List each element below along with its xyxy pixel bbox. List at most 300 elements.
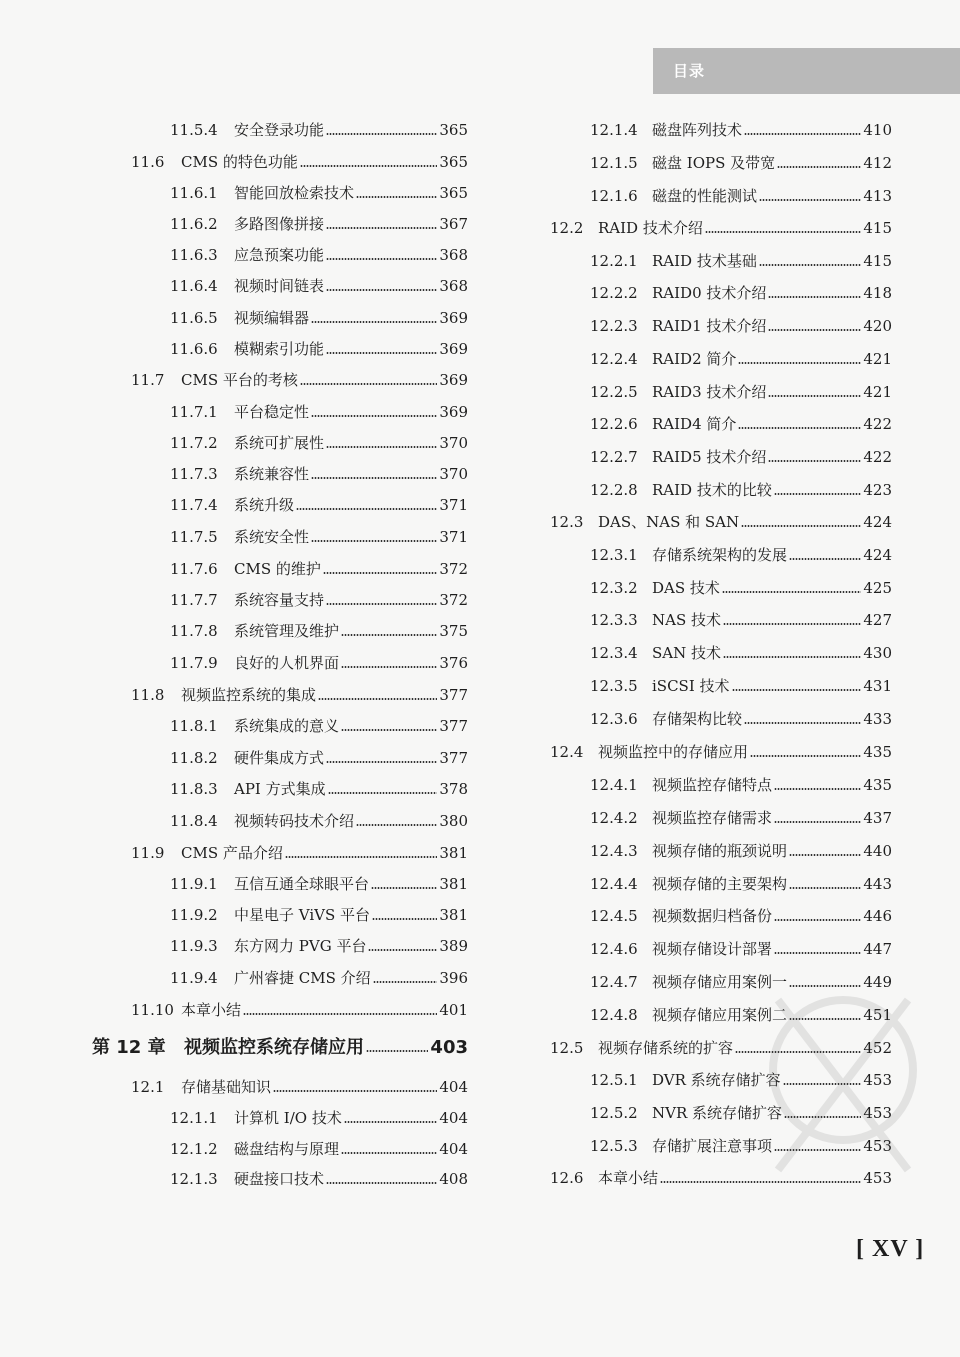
- dot-leader: [326, 258, 437, 260]
- toc-entry-page: 372: [439, 591, 468, 609]
- toc-entry-number: 12.4.3: [590, 842, 638, 860]
- toc-entry[interactable]: [170, 398, 468, 422]
- toc-entry-title: NVR 系统存储扩容: [652, 1104, 783, 1122]
- toc-entry[interactable]: [590, 606, 892, 630]
- toc-entry-page: 421: [863, 383, 892, 401]
- toc-entry-number: 12.3.5: [590, 677, 638, 695]
- toc-entry-page: 367: [439, 215, 468, 233]
- toc-entry-number: 12.4: [550, 743, 584, 761]
- toc-entry-number: 11.9.2: [170, 906, 218, 924]
- toc-entry[interactable]: [590, 705, 892, 729]
- toc-entry[interactable]: [170, 272, 468, 296]
- dot-leader: [285, 856, 437, 858]
- dot-leader: [323, 572, 437, 574]
- toc-entry-page: 369: [439, 371, 468, 389]
- toc-entry-number: 12.5.2: [590, 1104, 638, 1122]
- toc-entry-title: 视频存储系统的扩容: [598, 1039, 734, 1057]
- toc-entry[interactable]: [131, 681, 468, 705]
- toc-entry-title: DVR 系统存储扩容: [652, 1071, 781, 1089]
- toc-entry-number: 12.4.5: [590, 907, 638, 925]
- dot-leader: [243, 1013, 437, 1015]
- toc-entry-title: CMS 产品介绍: [181, 844, 283, 862]
- toc-entry[interactable]: [590, 116, 892, 140]
- toc-entry-number: 11.7.6: [170, 560, 218, 578]
- toc-entry-number: 12.3.1: [590, 546, 638, 564]
- toc-entry-title: 视频存储应用案例二: [652, 1006, 788, 1024]
- toc-entry-title: 视频存储应用案例一: [652, 973, 788, 991]
- toc-entry-number: 12.5.1: [590, 1071, 638, 1089]
- toc-entry-title: 视频存储的主要架构: [652, 875, 788, 893]
- dot-leader: [356, 196, 437, 198]
- toc-entry-title: SAN 技术: [652, 644, 722, 662]
- toc-entry-page: 413: [863, 187, 892, 205]
- toc-entry-page: 368: [439, 277, 468, 295]
- toc-entry-title: CMS 的特色功能: [181, 153, 298, 171]
- toc-entry-title: RAID0 技术介绍: [652, 284, 767, 302]
- toc-entry-page: 451: [863, 1006, 892, 1024]
- toc-chapter-entry[interactable]: [92, 1034, 468, 1058]
- toc-entry-number: 11.8.3: [170, 780, 218, 798]
- toc-entry-page: 377: [439, 686, 468, 704]
- toc-entry-number: 11.6.2: [170, 215, 218, 233]
- toc-entry-title: 东方网力 PVG 平台: [234, 937, 367, 955]
- toc-entry-title: CMS 平台的考核: [181, 371, 298, 389]
- toc-entry[interactable]: [131, 148, 468, 172]
- toc-entry-number: 11.6.1: [170, 184, 218, 202]
- toc-entry-number: 12.2.3: [590, 317, 638, 335]
- toc-entry-page: 433: [863, 710, 892, 728]
- dot-leader: [372, 918, 437, 920]
- toc-entry-page: 424: [863, 546, 892, 564]
- toc-entry-title: DAS、NAS 和 SAN: [598, 513, 740, 531]
- dot-leader: [738, 427, 861, 429]
- dot-leader: [738, 362, 861, 364]
- toc-entry-number: 12.4.1: [590, 776, 638, 794]
- section-tab-label: 目录: [673, 62, 706, 80]
- toc-entry-number: 12.2.8: [590, 481, 638, 499]
- toc-entry-title: iSCSI 技术: [652, 677, 730, 695]
- toc-entry-number: 12.1.5: [590, 154, 638, 172]
- toc-entry-page: 420: [863, 317, 892, 335]
- toc-entry[interactable]: [590, 902, 892, 926]
- toc-entry[interactable]: [590, 870, 892, 894]
- toc-entry[interactable]: [590, 279, 892, 303]
- dot-leader: [660, 1181, 861, 1183]
- toc-entry-title: 广州睿捷 CMS 介绍: [234, 969, 371, 987]
- toc-entry[interactable]: [170, 775, 468, 799]
- dot-leader: [326, 227, 437, 229]
- toc-entry[interactable]: [550, 214, 892, 238]
- toc-entry-title: 磁盘结构与原理: [234, 1140, 340, 1158]
- toc-entry-page: 381: [439, 875, 468, 893]
- toc-entry-page: 365: [439, 153, 468, 171]
- toc-entry-page: 449: [863, 973, 892, 991]
- toc-entry-number: 12.3.2: [590, 579, 638, 597]
- toc-entry-title: 系统升级: [234, 496, 295, 514]
- toc-entry-number: 12.4.2: [590, 809, 638, 827]
- toc-entry[interactable]: [170, 807, 468, 831]
- toc-entry-number: 12.3: [550, 513, 584, 531]
- toc-entry[interactable]: [590, 804, 892, 828]
- toc-entry[interactable]: [590, 345, 892, 369]
- toc-entry-page: 421: [863, 350, 892, 368]
- toc-entry-page: 453: [863, 1104, 892, 1122]
- toc-entry[interactable]: [590, 541, 892, 565]
- dot-leader: [326, 352, 437, 354]
- toc-entry-page: 435: [863, 776, 892, 794]
- toc-entry-page: 369: [439, 340, 468, 358]
- toc-entry-page: 377: [439, 717, 468, 735]
- toc-entry[interactable]: [170, 1165, 468, 1189]
- dot-leader: [774, 493, 862, 495]
- toc-entry[interactable]: [550, 1034, 892, 1058]
- toc-entry-title: 视频编辑器: [234, 309, 310, 327]
- toc-entry-title: RAID3 技术介绍: [652, 383, 767, 401]
- toc-entry-page: 410: [863, 121, 892, 139]
- toc-entry-page: 435: [863, 743, 892, 761]
- page-number: [ XV ]: [856, 1236, 925, 1262]
- toc-entry-number: 11.6.5: [170, 309, 218, 327]
- toc-entry-number: 11.6: [131, 153, 165, 171]
- toc-entry[interactable]: [590, 443, 892, 467]
- dot-leader: [328, 792, 438, 794]
- toc-entry[interactable]: [170, 555, 468, 579]
- toc-entry-page: 418: [863, 284, 892, 302]
- dot-leader: [341, 729, 437, 731]
- dot-leader: [356, 824, 437, 826]
- toc-entry-title: RAID4 简介: [652, 415, 737, 433]
- toc-entry[interactable]: [170, 1104, 468, 1128]
- toc-entry-number: 12.4.4: [590, 875, 638, 893]
- dot-leader: [784, 1116, 861, 1118]
- toc-entry-title: 系统管理及维护: [234, 622, 340, 640]
- toc-entry[interactable]: [170, 901, 468, 925]
- toc-entry[interactable]: [170, 241, 468, 265]
- toc-entry[interactable]: [131, 1073, 468, 1097]
- toc-entry[interactable]: [170, 210, 468, 234]
- toc-entry[interactable]: [590, 410, 892, 434]
- toc-entry[interactable]: [170, 460, 468, 484]
- toc-entry-page: 431: [863, 677, 892, 695]
- toc-entry-number: 12.4.6: [590, 940, 638, 958]
- toc-entry-page: 365: [439, 121, 468, 139]
- toc-entry-title: 系统安全性: [234, 528, 310, 546]
- toc-entry[interactable]: [590, 1001, 892, 1025]
- toc-entry[interactable]: [170, 964, 468, 988]
- dot-leader: [311, 321, 437, 323]
- toc-entry-page: 369: [439, 309, 468, 327]
- toc-entry[interactable]: [590, 378, 892, 402]
- toc-entry-number: 12.4.8: [590, 1006, 638, 1024]
- dot-leader: [774, 788, 861, 790]
- dot-leader: [783, 1083, 862, 1085]
- toc-entry-number: 12.2.5: [590, 383, 638, 401]
- toc-entry-title: 模糊索引功能: [234, 340, 325, 358]
- dot-leader: [768, 296, 861, 298]
- toc-entry[interactable]: [170, 870, 468, 894]
- dot-leader: [341, 634, 437, 636]
- toc-entry-number: 12.2.4: [590, 350, 638, 368]
- toc-entry[interactable]: [590, 247, 892, 271]
- toc-entry-number: 11.9.4: [170, 969, 218, 987]
- toc-entry-title: 系统兼容性: [234, 465, 310, 483]
- toc-entry[interactable]: [170, 932, 468, 956]
- dot-leader: [774, 919, 861, 921]
- toc-entry-title: 视频监控中的存储应用: [598, 743, 749, 761]
- toc-entry-number: 12.3.4: [590, 644, 638, 662]
- toc-entry[interactable]: [170, 1135, 468, 1159]
- toc-entry[interactable]: [590, 1132, 892, 1156]
- toc-entry-page: 425: [863, 579, 892, 597]
- toc-entry[interactable]: [590, 837, 892, 861]
- toc-entry-page: 370: [439, 434, 468, 452]
- dot-leader: [768, 395, 861, 397]
- toc-entry-number: 12.2.1: [590, 252, 638, 270]
- toc-entry[interactable]: [550, 508, 892, 532]
- toc-entry-page: 412: [863, 154, 892, 172]
- dot-leader: [768, 460, 861, 462]
- toc-entry-title: 计算机 I/O 技术: [234, 1109, 342, 1127]
- dot-leader: [311, 540, 437, 542]
- toc-entry[interactable]: [590, 968, 892, 992]
- toc-entry-page: 365: [439, 184, 468, 202]
- dot-leader: [774, 952, 861, 954]
- toc-entry[interactable]: [590, 1066, 892, 1090]
- toc-entry-page: 370: [439, 465, 468, 483]
- dot-leader: [341, 1152, 437, 1154]
- toc-entry-number: 11.7.8: [170, 622, 218, 640]
- toc-entry-page: 372: [439, 560, 468, 578]
- dot-leader: [774, 821, 861, 823]
- dot-leader: [789, 558, 861, 560]
- toc-entry[interactable]: [590, 672, 892, 696]
- toc-entry-title: RAID 技术的比较: [652, 481, 772, 499]
- toc-entry-number: 12.2.6: [590, 415, 638, 433]
- dot-leader: [744, 133, 861, 135]
- toc-entry-title: 中星电子 ViVS 平台: [234, 906, 371, 924]
- toc-entry-number: 11.7.7: [170, 591, 218, 609]
- toc-entry-page: 415: [863, 219, 892, 237]
- dot-leader: [311, 477, 437, 479]
- toc-entry-title: 良好的人机界面: [234, 654, 340, 672]
- toc-entry-number: 12.3.3: [590, 611, 638, 629]
- toc-entry-title: 视频转码技术介绍: [234, 812, 355, 830]
- toc-entry-number: 12.1: [131, 1078, 165, 1096]
- toc-entry-title: 平台稳定性: [234, 403, 310, 421]
- dot-leader: [296, 508, 437, 510]
- toc-entry-number: 12.1.1: [170, 1109, 218, 1127]
- toc-entry-page: 415: [863, 252, 892, 270]
- toc-entry-number: 11.7.1: [170, 403, 218, 421]
- dot-leader: [326, 446, 437, 448]
- toc-entry-title: 视频监控存储特点: [652, 776, 773, 794]
- toc-entry-page: 427: [863, 611, 892, 629]
- toc-entry-page: 422: [863, 415, 892, 433]
- toc-entry[interactable]: [590, 574, 892, 598]
- toc-entry-title: 视频时间链表: [234, 277, 325, 295]
- toc-entry-page: 404: [439, 1109, 468, 1127]
- toc-entry-title: 视频监控系统的集成: [181, 686, 317, 704]
- toc-entry-number: 12.1.3: [170, 1170, 218, 1188]
- dot-leader: [723, 623, 861, 625]
- dot-leader: [373, 981, 438, 983]
- toc-entry[interactable]: [170, 116, 468, 140]
- toc-entry[interactable]: [590, 312, 892, 336]
- toc-entry-title: 应急预案功能: [234, 246, 325, 264]
- dot-leader: [326, 1182, 437, 1184]
- toc-entry[interactable]: [170, 712, 468, 736]
- dot-leader: [741, 525, 861, 527]
- toc-entry-page: 403: [430, 1037, 468, 1058]
- toc-entry-number: 11.7: [131, 371, 165, 389]
- toc-entry-page: 404: [439, 1078, 468, 1096]
- toc-entry-number: 11.6.6: [170, 340, 218, 358]
- toc-entry[interactable]: [170, 335, 468, 359]
- toc-entry-page: 443: [863, 875, 892, 893]
- toc-entry[interactable]: [170, 429, 468, 453]
- toc-entry-page: 446: [863, 907, 892, 925]
- toc-entry-title: CMS 的维护: [234, 560, 321, 578]
- toc-entry[interactable]: [131, 996, 468, 1020]
- toc-entry-page: 368: [439, 246, 468, 264]
- toc-entry-title: 系统可扩展性: [234, 434, 325, 452]
- toc-entry-number: 11.5.4: [170, 121, 218, 139]
- toc-entry-title: 存储扩展注意事项: [652, 1137, 773, 1155]
- dot-leader: [326, 289, 437, 291]
- dot-leader: [371, 887, 437, 889]
- dot-leader: [341, 666, 437, 668]
- toc-entry[interactable]: [550, 738, 892, 762]
- toc-entry-number: 11.9.1: [170, 875, 218, 893]
- toc-entry-number: 11.9.3: [170, 937, 218, 955]
- dot-leader: [789, 1018, 861, 1020]
- toc-entry-title: RAID2 简介: [652, 350, 737, 368]
- toc-entry-number: 11.7.3: [170, 465, 218, 483]
- toc-entry-page: 430: [863, 644, 892, 662]
- toc-entry[interactable]: [170, 744, 468, 768]
- toc-entry-page: 376: [439, 654, 468, 672]
- dot-leader: [735, 1051, 861, 1053]
- toc-entry-page: 371: [439, 528, 468, 546]
- dot-leader: [318, 698, 437, 700]
- toc-entry-page: 389: [439, 937, 468, 955]
- toc-entry-page: 453: [863, 1071, 892, 1089]
- toc-entry-number: 11.6.3: [170, 246, 218, 264]
- toc-entry-page: 453: [863, 1137, 892, 1155]
- dot-leader: [722, 591, 861, 593]
- toc-entry-number: 11.8: [131, 686, 165, 704]
- toc-entry[interactable]: [131, 839, 468, 863]
- dot-leader: [744, 722, 861, 724]
- dot-leader: [750, 755, 861, 757]
- toc-entry-title: RAID 技术介绍: [598, 219, 703, 237]
- toc-entry-page: 375: [439, 622, 468, 640]
- toc-entry-title: 磁盘 IOPS 及带宽: [652, 154, 776, 172]
- toc-entry-number: 12.2.2: [590, 284, 638, 302]
- toc-entry-title: RAID5 技术介绍: [652, 448, 767, 466]
- toc-entry[interactable]: [170, 617, 468, 641]
- toc-entry-page: 380: [439, 812, 468, 830]
- toc-entry-page: 437: [863, 809, 892, 827]
- toc-entry-page: 381: [439, 844, 468, 862]
- toc-entry-title: DAS 技术: [652, 579, 720, 597]
- toc-entry-number: 12.2.7: [590, 448, 638, 466]
- toc-entry[interactable]: [590, 1099, 892, 1123]
- toc-entry-number: 11.7.4: [170, 496, 218, 514]
- toc-entry-page: 369: [439, 403, 468, 421]
- section-tab-toc: [653, 48, 960, 94]
- toc-entry[interactable]: [170, 304, 468, 328]
- toc-entry[interactable]: [170, 523, 468, 547]
- toc-entry-number: 11.7.9: [170, 654, 218, 672]
- toc-entry-page: 404: [439, 1140, 468, 1158]
- dot-leader: [326, 603, 437, 605]
- dot-leader: [759, 199, 861, 201]
- toc-entry[interactable]: [590, 182, 892, 206]
- toc-entry-number: 11.8.1: [170, 717, 218, 735]
- dot-leader: [789, 854, 861, 856]
- dot-leader: [326, 761, 437, 763]
- toc-entry-title: RAID 技术基础: [652, 252, 757, 270]
- toc-entry[interactable]: [590, 149, 892, 173]
- toc-entry-title: 视频监控存储需求: [652, 809, 773, 827]
- toc-entry-title: NAS 技术: [652, 611, 722, 629]
- toc-entry-title: 本章小结: [181, 1001, 242, 1019]
- toc-entry-page: 371: [439, 496, 468, 514]
- toc-entry[interactable]: [170, 179, 468, 203]
- dot-leader: [366, 1050, 428, 1052]
- toc-entry[interactable]: [131, 366, 468, 390]
- dot-leader: [300, 383, 437, 385]
- dot-leader: [311, 415, 437, 417]
- toc-entry-number: 12.5: [550, 1039, 584, 1057]
- toc-entry-page: 424: [863, 513, 892, 531]
- dot-leader: [273, 1090, 437, 1092]
- toc-entry-title: 安全登录功能: [234, 121, 325, 139]
- toc-entry-title: 磁盘阵列技术: [652, 121, 743, 139]
- toc-entry[interactable]: [590, 639, 892, 663]
- toc-entry-page: 378: [439, 780, 468, 798]
- dot-leader: [732, 689, 862, 691]
- toc-entry-title: 视频存储设计部署: [652, 940, 773, 958]
- dot-leader: [326, 133, 437, 135]
- toc-entry-page: 396: [439, 969, 468, 987]
- dot-leader: [344, 1121, 438, 1123]
- toc-entry-number: 12.6: [550, 1169, 584, 1187]
- toc-entry[interactable]: [170, 586, 468, 610]
- toc-entry-page: 452: [863, 1039, 892, 1057]
- toc-entry[interactable]: [590, 771, 892, 795]
- toc-entry-number: 11.7.2: [170, 434, 218, 452]
- toc-entry-page: 447: [863, 940, 892, 958]
- toc-entry-page: 453: [863, 1169, 892, 1187]
- dot-leader: [368, 949, 437, 951]
- dot-leader: [774, 1149, 861, 1151]
- toc-entry-number: 11.9: [131, 844, 165, 862]
- toc-entry-page: 423: [863, 481, 892, 499]
- toc-entry-number: 12.1.4: [590, 121, 638, 139]
- toc-entry[interactable]: [590, 476, 892, 500]
- toc-entry[interactable]: [170, 491, 468, 515]
- toc-entry-number: 12.2: [550, 219, 584, 237]
- toc-entry-number: 12.4.7: [590, 973, 638, 991]
- toc-entry[interactable]: [550, 1164, 892, 1188]
- toc-entry-page: 422: [863, 448, 892, 466]
- toc-entry[interactable]: [170, 649, 468, 673]
- toc-entry[interactable]: [590, 935, 892, 959]
- toc-entry-number: 12.3.6: [590, 710, 638, 728]
- toc-entry-title: 视频存储的瓶颈说明: [652, 842, 788, 860]
